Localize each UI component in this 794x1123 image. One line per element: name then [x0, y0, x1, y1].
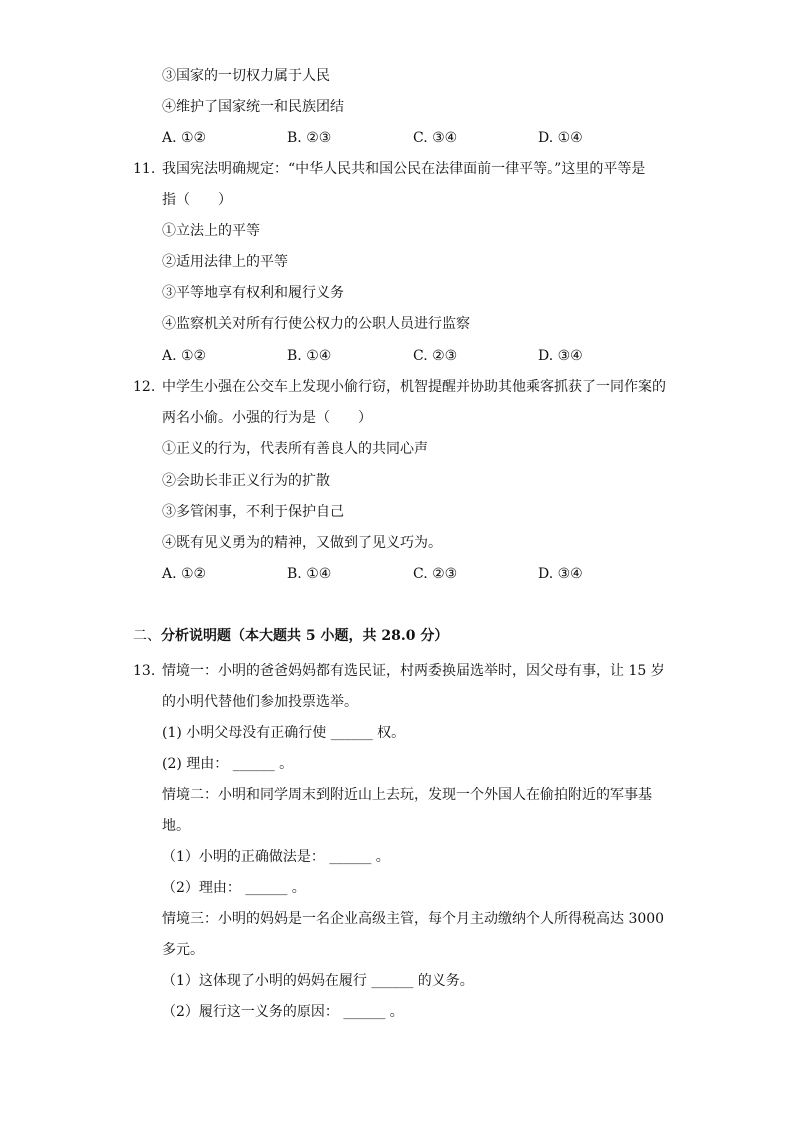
q11-number: 11. [133, 161, 156, 177]
q13-line-2: 的小明代替他们参加投票选举。 [162, 694, 358, 710]
q13-line-11: （1）这体现了小明的妈妈在履行 ______ 的义务。 [162, 973, 474, 989]
q10-option-4: ④维护了国家统一和民族团结 [162, 99, 344, 115]
q13-line-10: 多元。 [162, 942, 204, 958]
q13-line-1: 情境一：小明的爸爸妈妈都有选民证，村两委换届选举时，因父母有事，让 15 岁 [162, 663, 665, 679]
section-2-title: 分析说明题（本大题共 5 小题，共 28.0 分） [161, 628, 449, 644]
q12-choice-a: A. ①② [162, 566, 207, 582]
section-2-prefix: 二、 [133, 628, 161, 644]
q13-line-6: 地。 [162, 818, 190, 834]
q11-item-3: ③平等地享有权利和履行义务 [162, 285, 344, 301]
q10-choice-c: C. ③④ [413, 130, 458, 146]
section-2-heading [133, 626, 448, 646]
q13-line-3: (1) 小明父母没有正确行使 ______ 权。 [162, 725, 406, 741]
q12-item-4: ④既有见义勇为的精神，又做到了见义巧为。 [162, 535, 442, 551]
q12-choice-c: C. ②③ [413, 566, 458, 582]
q12-item-2: ②会助长非正义行为的扩散 [162, 473, 330, 489]
q12-choices [162, 564, 662, 584]
q13-line-9: 情境三：小明的妈妈是一名企业高级主管，每个月主动缴纳个人所得税高达 3000 [162, 911, 665, 927]
q11-choice-d: D. ③④ [538, 348, 583, 364]
q11-stem-line-2: 指（ ） [162, 192, 232, 208]
q11-choices [162, 346, 662, 366]
q13-number: 13. [133, 663, 156, 679]
q12-number: 12. [133, 379, 156, 395]
q11-item-4: ④监察机关对所有行使公权力的公职人员进行监察 [162, 316, 470, 332]
q13-line-7: （1）小明的正确做法是： ______ 。 [162, 849, 390, 865]
q12-stem-line-2: 两名小偷。小强的行为是（ ） [162, 410, 372, 426]
q13-line-8: （2）理由： ______ 。 [162, 880, 306, 896]
q12-item-3: ③多管闲事，不利于保护自己 [162, 504, 344, 520]
q12-choice-b: B. ①④ [287, 566, 332, 582]
q11-stem-line-1: 我国宪法明确规定：“中华人民共和国公民在法律面前一律平等。”这里的平等是 [162, 161, 646, 177]
q10-choice-d: D. ①④ [538, 130, 583, 146]
q10-choices [162, 128, 662, 148]
q11-choice-a: A. ①② [162, 348, 207, 364]
q12-item-1: ①正义的行为，代表所有善良人的共同心声 [162, 441, 428, 457]
q10-choice-b: B. ②③ [287, 130, 332, 146]
q12-stem-line-1: 中学生小强在公交车上发现小偷行窃，机智提醒并协助其他乘客抓获了一同作案的 [162, 379, 666, 395]
q11-choice-b: B. ①④ [287, 348, 332, 364]
q12-choice-d: D. ③④ [538, 566, 583, 582]
q10-choice-a: A. ①② [162, 130, 207, 146]
q10-option-3: ③国家的一切权力属于人民 [162, 68, 330, 84]
q13-line-4: (2) 理由： ______ 。 [162, 756, 294, 772]
q11-item-1: ①立法上的平等 [162, 223, 260, 239]
q11-choice-c: C. ②③ [413, 348, 458, 364]
q11-item-2: ②适用法律上的平等 [162, 254, 288, 270]
q13-line-12: （2）履行这一义务的原因： ______ 。 [162, 1004, 404, 1020]
q13-line-5: 情境二：小明和同学周末到附近山上去玩，发现一个外国人在偷拍附近的军事基 [162, 787, 652, 803]
